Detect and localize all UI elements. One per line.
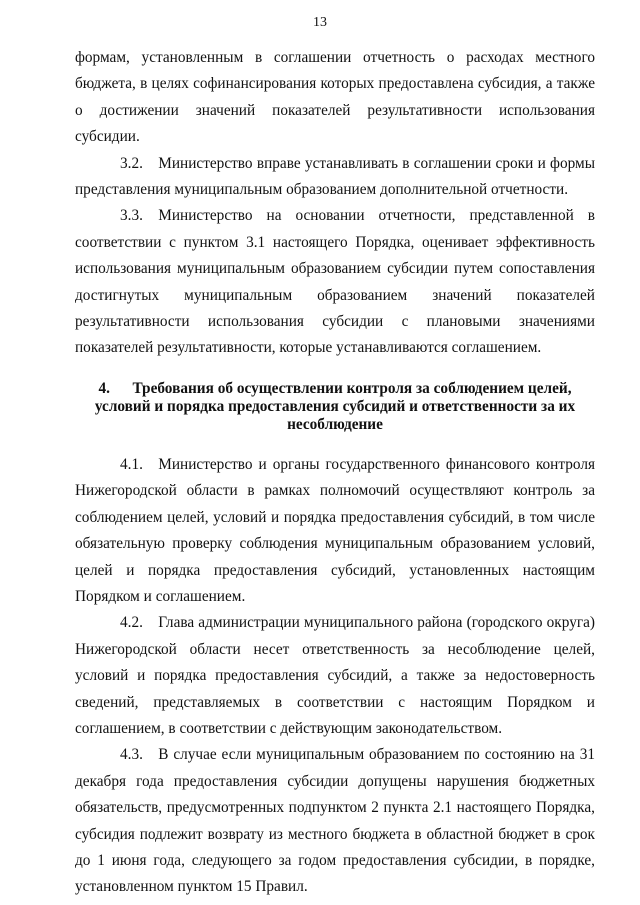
page-number: 13 xyxy=(313,15,327,30)
paragraph-3-3: 3.3. Министерство на основании отчетности, представленной в соответствии с пунктом 3.1 настоящего Порядка, оценивает эффективность использования муниципальным образованием субсидии путем сопоставления достигнутых муниципальным образованием значений показателей результативности использования субсидии с плановыми значениями показателей результативности, которые устанавливаются соглашением. xyxy=(75,207,595,357)
paragraph-3-1-continuation: формам, установленным в соглашении отчетность о расходах местного бюджета, в целях софинансирования которых предоставлена субсидия, а также о достижении значений показателей результативности использования субсидии. xyxy=(75,49,595,146)
paragraph-4-2: 4.2. Глава администрации муниципального района (городского округа) Нижегородской области несет ответственность за несоблюдение целей, условий и порядка предоставления субсидий, а также за недостоверность сведений, представляемых в соответствии с настоящим Порядком и соглашением, в соответствии с действующим законодательством. xyxy=(75,614,595,737)
section-4-number: 4. xyxy=(98,379,110,397)
document-body xyxy=(75,45,595,901)
paragraph-4-1: 4.1. Министерство и органы государственного финансового контроля Нижегородской области в рамках полномочий осуществляют контроль за соблюдением целей, условий и порядка предоставления субсидий, в том числе обязательную проверку соблюдения муниципальным образованием условий, целей и порядка предоставления субсидий, установленных настоящим Порядком и соглашением. xyxy=(75,455,595,605)
paragraph-4-3: 4.3. В случае если муниципальным образованием по состоянию на 31 декабря года предоставления субсидии допущены нарушения бюджетных обязательств, предусмотренных подпунктом 2 пункта 2.1 настоящего Порядка, субсидия подлежит возврату из местного бюджета в областной бюджет в срок до 1 июня года, следующего за годом предоставления субсидии, в порядке, установленном пунктом 15 Правил. xyxy=(75,746,595,896)
section-4-heading xyxy=(75,380,595,434)
paragraph-3-2: 3.2. Министерство вправе устанавливать в соглашении сроки и формы представления муниципальным образованием дополнительной отчетности. xyxy=(75,154,595,199)
section-4-title: Требования об осуществлении контроля за соблюдением целей, условий и порядка предоставления субсидий и ответственности за их несоблюдение xyxy=(94,379,576,433)
